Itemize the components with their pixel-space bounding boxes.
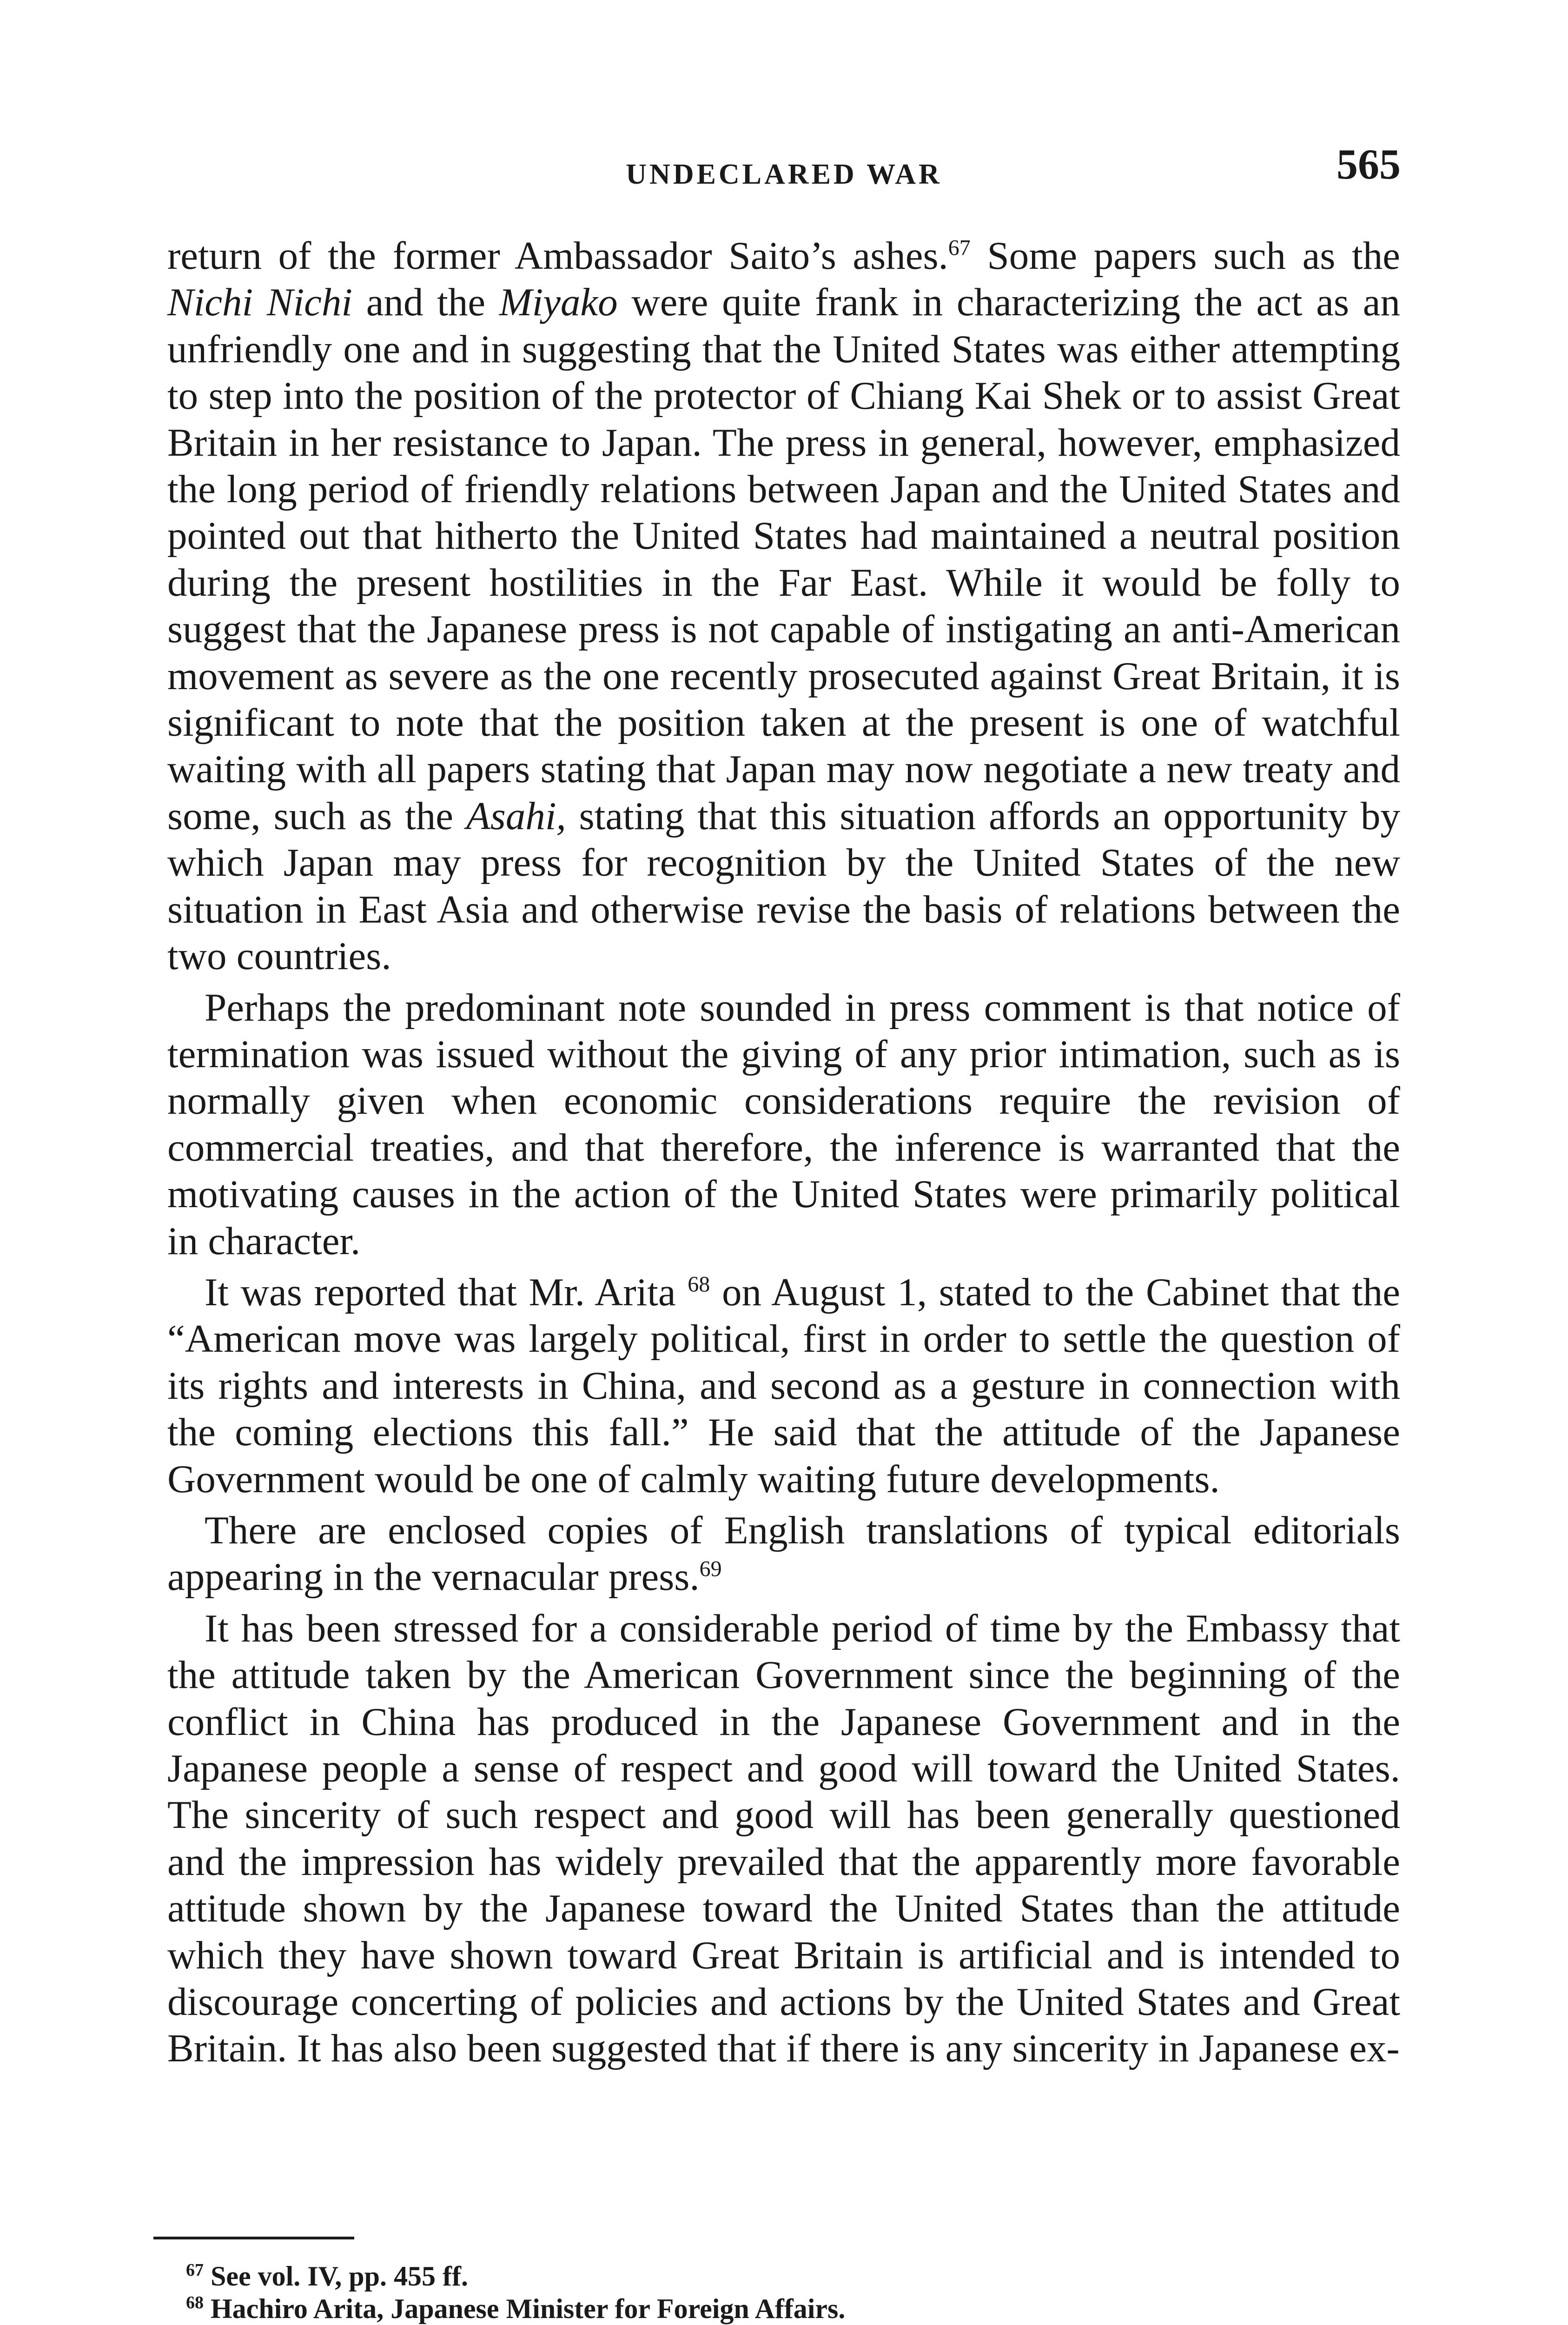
paragraph-text: on August 1, stated to the Cabinet that the “American move was largely political, first in order to settle the question of its rights and interests in China, and second as a gesture in connection with the coming elections this fall.” He said that the attitude of the Japanese Government would be one of calmly waiting future developments. (167, 1270, 1401, 1501)
paragraph (167, 1507, 1400, 1601)
footnote-mark: 68 (186, 2293, 204, 2312)
footnote (186, 2292, 1395, 2325)
footnote (186, 2260, 1395, 2292)
footnote-text: See vol. IV, pp. 455 ff. (211, 2261, 468, 2292)
paragraph-text: Perhaps the predominant note sounded in press comment is that notice of termination was issued without the giving of any prior intimation, such as is normally given when economic considerations require the revision of commercial treaties, and that therefore, the inference is warranted that the motivating causes in the action of the United States were primarily political in character. (167, 985, 1400, 1263)
running-title: UNDECLARED WAR (626, 159, 942, 190)
paragraph (167, 1269, 1400, 1502)
footnotes (186, 2260, 1395, 2325)
paragraph-text: were quite frank in characterizing the act as an unfriendly one and in suggesting that the United States was either attempting to step into the position of the protector of Chiang Kai Shek or to assist Great Britain in her resistance to Japan. The press in general, however, emphasized the long period of friendly relations between Japan and the United States and pointed out that hitherto the United States had maintained a neutral position during the present hostilities in the Far East. While it would be folly to suggest that the Japanese press is not capable of instigating an anti-American movement as severe as the one recently prosecuted against Great Britain, it is significant to note that the position taken at the present is one of watchful waiting with all papers stating that Japan may now negotiate a new treaty and some, such as the (167, 280, 1400, 838)
footnote-mark: 67 (186, 2260, 204, 2280)
paragraph-text: Some papers such as the (970, 234, 1400, 278)
footnote-divider (153, 2237, 354, 2239)
italic-title: Asahi, (466, 794, 566, 838)
paragraph-text: It was reported that Mr. Arita (205, 1270, 688, 1314)
footnote-reference: 69 (699, 1557, 722, 1582)
paragraph (167, 984, 1400, 1264)
paragraph-text: return of the former Ambassador Saito’s ashes. (167, 234, 948, 278)
paragraph-text: and the (352, 280, 499, 325)
paragraph-text: It has been stressed for a considerable period of time by the Embassy that the attitude taken by the American Government since the beginning of the conflict in China has produced in the Japanese Government and in the Japanese people a sense of respect and good will toward the United States. The sincerity of such respect and good will has been generally questioned and the impression has widely prevailed that the apparently more favorable attitude shown by the Japanese toward the United States than the attitude which they have shown toward Great Britain is artificial and is intended to discourage concerting of policies and actions by the United States and Great Britain. It has also been suggested that if there is any sincerity in Japanese ex- (167, 1606, 1400, 2071)
paragraph-text: There are enclosed copies of English translations of typical editorials appearing in the vernacular press. (167, 1508, 1400, 1599)
paragraph-text: stating that this situation affords an opportunity by which Japan may press for recognition by the United States of the new situation in East Asia and otherwise revise the basis of relations between the two countries. (167, 794, 1400, 978)
footnote-reference: 67 (948, 235, 971, 260)
paragraph (167, 232, 1400, 980)
running-head (167, 140, 1401, 195)
italic-title: Miyako (499, 280, 618, 325)
italic-title: Nichi Nichi (167, 280, 353, 325)
body-text (167, 232, 1400, 2072)
paragraph (167, 1605, 1400, 2072)
footnote-reference: 68 (688, 1272, 710, 1297)
page-number: 565 (1336, 140, 1401, 188)
footnote-text: Hachiro Arita, Japanese Minister for Foreign Affairs. (211, 2293, 846, 2324)
